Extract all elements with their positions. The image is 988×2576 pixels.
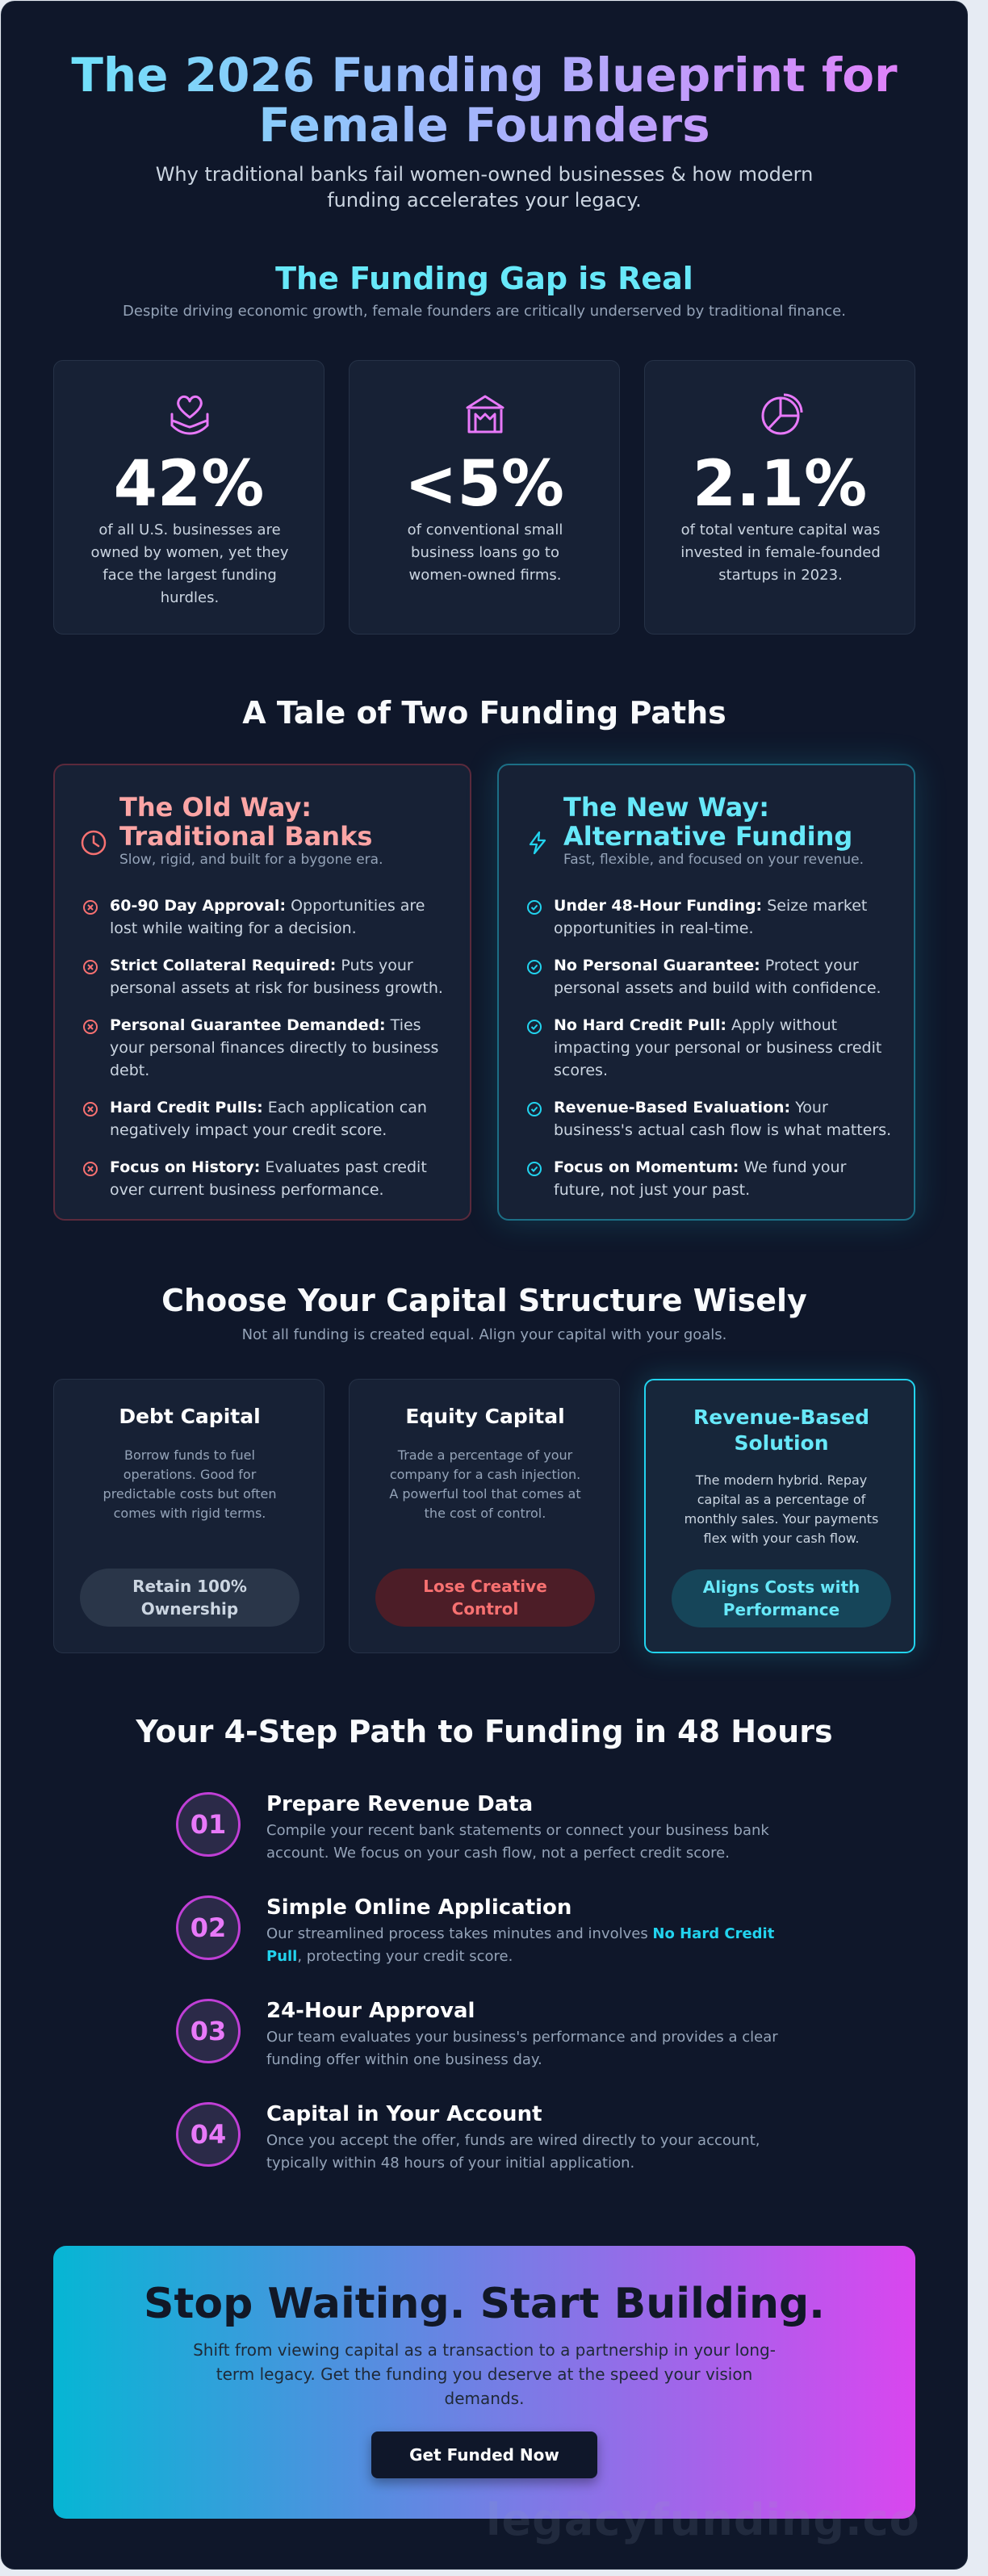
step-title: Simple Online Application (266, 1895, 572, 1920)
pie-chart-icon (756, 390, 805, 438)
new-way-card (497, 764, 915, 1221)
new-way-list (526, 894, 898, 1216)
x-circle-icon (82, 959, 98, 975)
item-strong: Under 48-Hour Funding: (554, 897, 763, 915)
step-number: 01 (176, 1792, 241, 1857)
hero-title-line-2: Female Founders (258, 98, 710, 153)
step-number: 03 (176, 1999, 241, 2063)
step-description-text: , protecting your credit score. (297, 1948, 513, 1965)
step-2 (176, 1894, 806, 1975)
old-way-item (82, 1014, 454, 1082)
new-way-item (526, 894, 898, 940)
stat-card-venture (644, 360, 915, 635)
no-hard-credit-pull-highlight: No Hard Credit Pull (266, 1925, 775, 1965)
watermark-logo: legacyfunding.co (486, 2494, 920, 2545)
step-description (266, 1923, 799, 1968)
item-strong: No Personal Guarantee: (554, 957, 760, 974)
item-text: Each application can negatively impact your credit score. (110, 1099, 427, 1139)
check-circle-icon (526, 1161, 542, 1177)
step-number: 04 (176, 2102, 241, 2167)
card-description: The modern hybrid. Repay capital as a percentage of monthly sales. Your payments flex with your cash flow. (684, 1472, 879, 1546)
step-description: Compile your recent bank statements or connect your business bank account. We focus on your cash flow, not a perfect credit score. (266, 1822, 769, 1862)
new-way-item (526, 1014, 898, 1082)
retain-ownership-badge: Retain 100% Ownership (80, 1569, 299, 1627)
old-way-subtitle: Slow, rigid, and built for a bygone era. (119, 852, 383, 868)
lightning-icon (523, 828, 552, 857)
stat-description: of total venture capital was invested in female-founded startups in 2023. (680, 521, 881, 584)
x-circle-icon (82, 1161, 98, 1177)
heart-hands-icon (165, 390, 214, 438)
step-4 (176, 2101, 806, 2181)
step-description: Once you accept the offer, funds are wired directly to your account, typically within 48 hours of your initial application. (266, 2132, 760, 2172)
step-number: 02 (176, 1895, 241, 1960)
item-strong: Personal Guarantee Demanded: (110, 1016, 386, 1034)
item-strong: 60-90 Day Approval: (110, 897, 287, 915)
card-title: Revenue-Based Solution (693, 1405, 870, 1455)
funding-gap-heading: The Funding Gap is Real (275, 261, 693, 296)
old-way-item (82, 954, 454, 999)
old-way-list (82, 894, 454, 1216)
new-way-title: The New Way: Alternative Funding (563, 792, 853, 852)
new-way-subtitle: Fast, flexible, and focused on your revenue. (563, 852, 864, 868)
item-text: Apply without impacting your personal or business credit scores. (554, 1016, 882, 1079)
steps-heading: Your 4-Step Path to Funding in 48 Hours (136, 1714, 833, 1749)
card-description: Trade a percentage of your company for a cash injection. A powerful tool that comes at the cost of control. (389, 1447, 581, 1521)
item-strong: No Hard Credit Pull: (554, 1016, 726, 1034)
clock-icon (79, 828, 108, 857)
check-circle-icon (526, 959, 542, 975)
step-title: Prepare Revenue Data (266, 1792, 534, 1816)
card-title: Debt Capital (119, 1405, 261, 1428)
old-way-item (82, 1156, 454, 1201)
new-way-item (526, 1096, 898, 1141)
item-strong: Hard Credit Pulls: (110, 1099, 263, 1116)
aligns-costs-badge: Aligns Costs with Performance (672, 1569, 891, 1627)
step-title: Capital in Your Account (266, 2102, 542, 2126)
stat-value: <5% (404, 448, 564, 521)
step-title: 24-Hour Approval (266, 1999, 475, 2023)
item-text: Evaluates past credit over current business performance. (110, 1158, 427, 1199)
cta-body: Shift from viewing capital as a transaction to a partnership in your long-term legacy. Get the funding you deserve at the speed your vision demands. (193, 2340, 776, 2408)
card-title: Equity Capital (405, 1405, 565, 1428)
hero-title (2, 48, 967, 153)
item-strong: Strict Collateral Required: (110, 957, 337, 974)
item-text: Your business's actual cash flow is what matters. (554, 1099, 892, 1139)
infographic-page (2, 2, 967, 2569)
hero-subtitle: Why traditional banks fail women-owned businesses & how modern funding accelerates your legacy. (155, 163, 814, 212)
revenue-based-card (644, 1379, 915, 1653)
item-text: Ties your personal finances directly to business debt. (110, 1016, 439, 1079)
bank-icon (461, 390, 509, 438)
check-circle-icon (526, 1019, 542, 1035)
funding-gap-subheading: Despite driving economic growth, female founders are critically underserved by traditional finance. (123, 303, 846, 320)
check-circle-icon (526, 1101, 542, 1117)
stat-description: of all U.S. businesses are owned by women, yet they face the largest funding hurdles. (90, 521, 289, 606)
item-text: Seize market opportunities in real-time. (554, 897, 868, 937)
new-way-item (526, 954, 898, 999)
x-circle-icon (82, 899, 98, 915)
item-strong: Focus on History: (110, 1158, 261, 1176)
check-circle-icon (526, 899, 542, 915)
card-description: Borrow funds to fuel operations. Good for predictable costs but often comes with rigid terms. (103, 1447, 277, 1521)
step-description-text: Our streamlined process takes minutes and involves (266, 1925, 653, 1942)
step-description: Our team evaluates your business's performance and provides a clear funding offer within one business day. (266, 2029, 778, 2068)
stat-card-loans (349, 360, 620, 635)
capital-subheading: Not all funding is created equal. Align your capital with your goals. (241, 1326, 727, 1343)
item-text: We fund your future, not just your past. (554, 1158, 847, 1199)
capital-heading: Choose Your Capital Structure Wisely (161, 1283, 807, 1318)
old-way-item (82, 1096, 454, 1141)
lose-control-badge: Lose Creative Control (375, 1569, 595, 1627)
get-funded-button[interactable]: Get Funded Now (371, 2431, 597, 2478)
new-way-item (526, 1156, 898, 1201)
stat-value: 2.1% (692, 448, 868, 521)
item-text: Opportunities are lost while waiting for a decision. (110, 897, 425, 937)
item-strong: Focus on Momentum: (554, 1158, 739, 1176)
stat-description: of conventional small business loans go to women-owned firms. (407, 521, 563, 584)
cta-title: Stop Waiting. Start Building. (144, 2280, 825, 2328)
item-text: Protect your personal assets and build with confidence. (554, 957, 881, 997)
x-circle-icon (82, 1101, 98, 1117)
stat-value: 42% (113, 448, 265, 521)
debt-capital-card (53, 1379, 324, 1653)
step-3 (176, 1997, 806, 2078)
old-way-title: The Old Way: Traditional Banks (119, 792, 373, 852)
old-way-card (53, 764, 471, 1221)
x-circle-icon (82, 1019, 98, 1035)
hero-title-line-1: The 2026 Funding Blueprint for (71, 48, 898, 103)
cta-banner (53, 2246, 915, 2519)
stat-card-ownership (53, 360, 324, 635)
item-strong: Revenue-Based Evaluation: (554, 1099, 791, 1116)
equity-capital-card (349, 1379, 620, 1653)
paths-heading: A Tale of Two Funding Paths (242, 695, 726, 731)
old-way-item (82, 894, 454, 940)
step-1 (176, 1791, 806, 1871)
item-text: Puts your personal assets at risk for business growth. (110, 957, 443, 997)
